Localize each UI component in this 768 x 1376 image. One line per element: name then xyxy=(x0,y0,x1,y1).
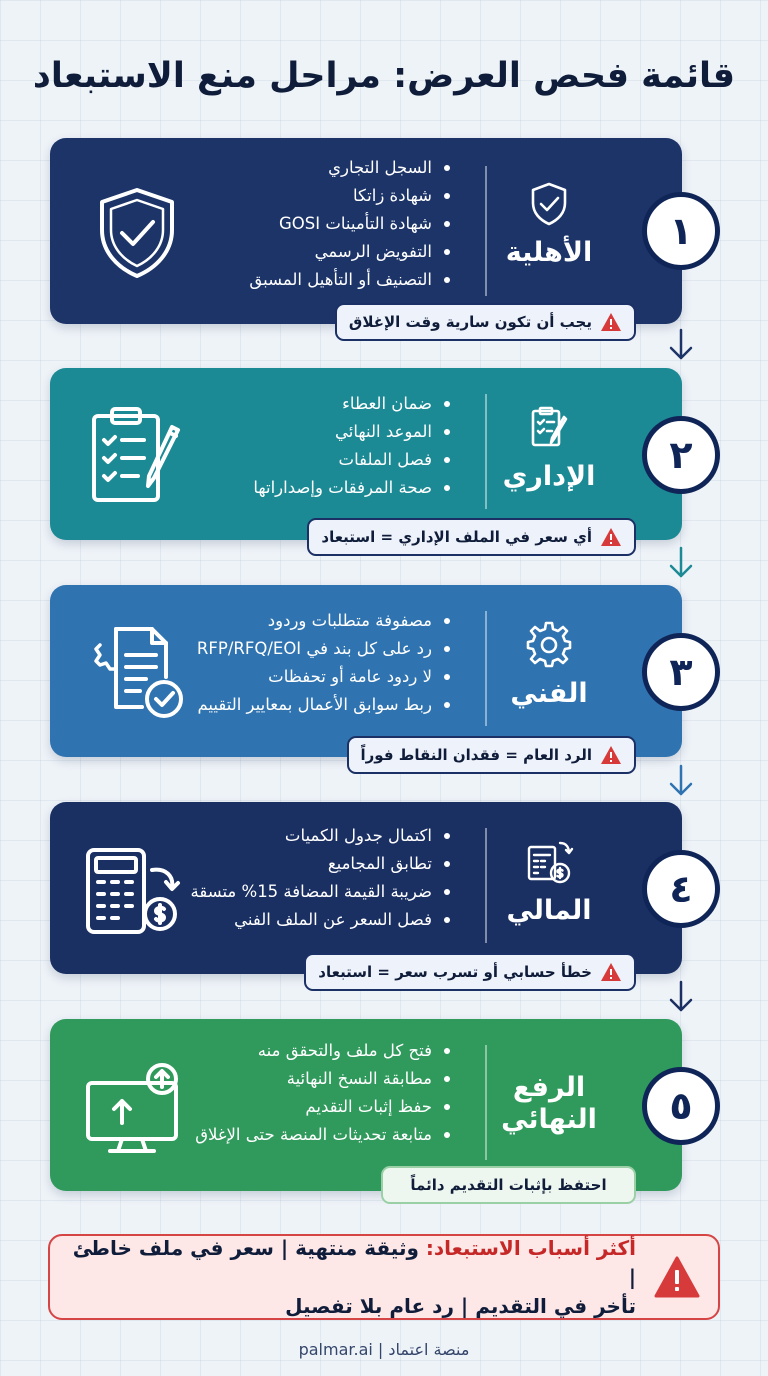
stage-checklist xyxy=(253,390,454,502)
warning-icon xyxy=(600,527,622,547)
stage-category-financial xyxy=(474,832,624,932)
stage-card-eligibility xyxy=(50,138,693,324)
stage-number-4: ٤ xyxy=(642,850,720,928)
monitor-upload-icon xyxy=(82,1051,192,1161)
stage-card-financial xyxy=(50,802,693,974)
alert-text xyxy=(68,1234,636,1321)
gear-icon xyxy=(524,620,574,670)
stage-divider xyxy=(485,394,487,509)
stage-tip-note xyxy=(381,1166,636,1204)
checklist-item: فصل السعر عن الملف الفني xyxy=(191,906,454,934)
stage-warning-note xyxy=(347,736,636,774)
stage-card-administrative xyxy=(50,368,693,540)
warning-icon xyxy=(600,312,622,332)
alert-line2: تأخر في التقديم | رد عام بلا تفصيل xyxy=(285,1293,636,1318)
stage-checklist xyxy=(197,607,454,719)
page-title: قائمة فحص العرض: مراحل منع الاستبعاد xyxy=(32,56,736,96)
footer-credit: منصة اعتماد | palmar.ai xyxy=(298,1340,470,1359)
stage-category-label: الرفع xyxy=(512,1071,586,1103)
checklist-item: لا ردود عامة أو تحفظات xyxy=(197,663,454,691)
stage-number-1: ١ xyxy=(642,192,720,270)
clipboard-checklist-icon xyxy=(82,400,192,510)
down-arrow-icon xyxy=(668,328,694,362)
warning-icon xyxy=(600,745,622,765)
stage-divider xyxy=(485,828,487,943)
stage-number-3: ٣ xyxy=(642,633,720,711)
checklist-item: متابعة تحديثات المنصة حتى الإغلاق xyxy=(195,1121,454,1149)
checklist-item: التفويض الرسمي xyxy=(249,238,454,266)
stage-warning-note xyxy=(307,518,636,556)
tip-text: احتفظ بإثبات التقديم دائماً xyxy=(410,1176,607,1194)
checklist-item: صحة المرفقات وإصداراتها xyxy=(253,474,454,502)
down-arrow-icon xyxy=(668,546,694,580)
checklist-item: مطابقة النسخ النهائية xyxy=(195,1065,454,1093)
stage-category-label: النهائي xyxy=(501,1104,597,1135)
stage-divider xyxy=(485,166,487,296)
checklist-item: شهادة التأمينات GOSI xyxy=(249,210,454,238)
alert-line1: وثيقة منتهية | سعر في ملف خاطئ | xyxy=(72,1235,636,1289)
checklist-item: السجل التجاري xyxy=(249,154,454,182)
stage-checklist xyxy=(249,154,454,294)
stage-checklist xyxy=(191,822,454,934)
stage-category-final-submission xyxy=(474,1049,624,1159)
stage-category-label: الفني xyxy=(510,677,588,709)
checklist-item: اكتمال جدول الكميات xyxy=(191,822,454,850)
stage-warning-note xyxy=(335,303,636,341)
warning-text: أي سعر في الملف الإداري = استبعاد xyxy=(321,528,592,546)
checklist-item: الموعد النهائي xyxy=(253,418,454,446)
stage-number-2: ٢ xyxy=(642,416,720,494)
down-arrow-icon xyxy=(668,764,694,798)
warning-text: يجب أن تكون سارية وقت الإغلاق xyxy=(348,313,592,331)
checklist-item: تطابق المجاميع xyxy=(191,850,454,878)
checklist-item: رد على كل بند في RFP/RFQ/EOI xyxy=(197,635,454,663)
stage-number-5: ٥ xyxy=(642,1067,720,1145)
gear-document-check-icon xyxy=(82,615,192,725)
checklist-item: شهادة زاتكا xyxy=(249,182,454,210)
warning-text: الرد العام = فقدان النقاط فوراً xyxy=(360,746,592,764)
calculator-icon xyxy=(82,832,192,942)
checklist-item: فتح كل ملف والتحقق منه xyxy=(195,1037,454,1065)
exclusion-reasons-alert xyxy=(48,1234,720,1320)
checklist-item: ضريبة القيمة المضافة 15% متسقة xyxy=(191,878,454,906)
invoice-refresh-icon xyxy=(524,837,574,887)
warning-icon xyxy=(654,1256,700,1298)
stage-warning-note xyxy=(304,953,636,991)
stage-category-administrative xyxy=(474,398,624,498)
stage-category-label: الإداري xyxy=(502,460,596,492)
shield-check-icon xyxy=(524,179,574,229)
stage-category-label: المالي xyxy=(506,894,592,926)
stage-category-eligibility xyxy=(474,174,624,274)
stage-divider xyxy=(485,1045,487,1160)
stage-category-label: الأهلية xyxy=(505,236,593,268)
shield-check-icon xyxy=(82,178,192,288)
checklist-item: مصفوفة متطلبات وردود xyxy=(197,607,454,635)
checklist-item: ربط سوابق الأعمال بمعايير التقييم xyxy=(197,691,454,719)
checklist-item: ضمان العطاء xyxy=(253,390,454,418)
stage-card-technical xyxy=(50,585,693,757)
stage-checklist xyxy=(195,1037,454,1149)
warning-text: خطأ حسابي أو تسرب سعر = استبعاد xyxy=(318,963,592,981)
clipboard-edit-icon xyxy=(524,403,574,453)
checklist-item: حفظ إثبات التقديم xyxy=(195,1093,454,1121)
checklist-item: التصنيف أو التأهيل المسبق xyxy=(249,266,454,294)
checklist-item: فصل الملفات xyxy=(253,446,454,474)
stage-category-technical xyxy=(474,615,624,715)
down-arrow-icon xyxy=(668,980,694,1014)
stage-divider xyxy=(485,611,487,726)
warning-icon xyxy=(600,962,622,982)
alert-lead: أكثر أسباب الاستبعاد: xyxy=(425,1235,636,1260)
